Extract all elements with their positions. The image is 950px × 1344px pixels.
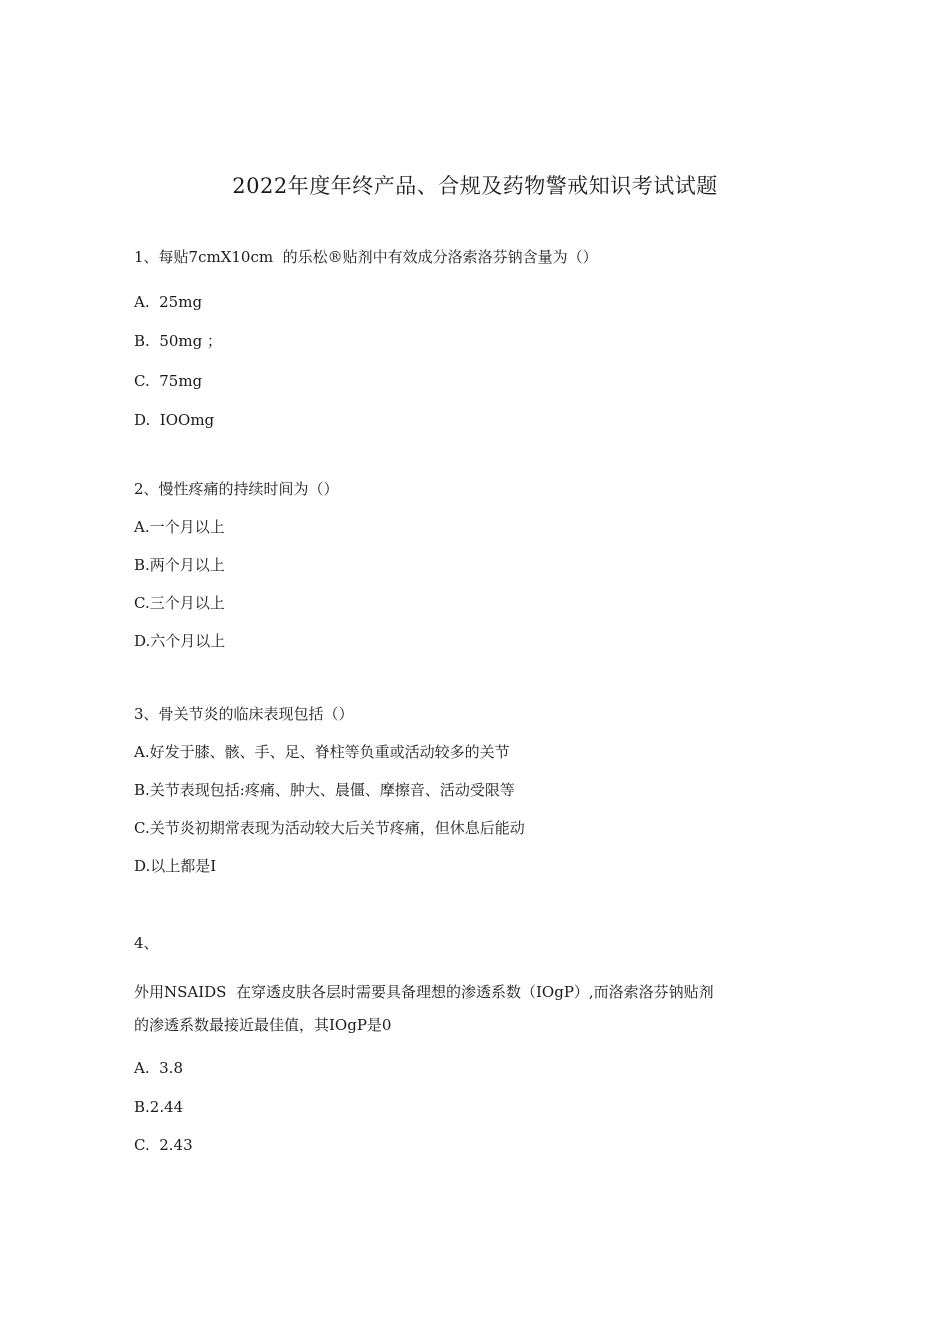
question-3-option-c: C.关节炎初期常表现为活动较大后关节疼痛，但休息后能动 xyxy=(134,819,525,837)
question-2-option-d: D.六个月以上 xyxy=(134,632,226,650)
question-3-stem: 3、骨关节炎的临床表现包括（） xyxy=(134,705,354,723)
question-4-option-b: B.2.44 xyxy=(134,1098,184,1116)
question-4-number: 4、 xyxy=(134,934,159,952)
question-3-option-d: D.以上都是I xyxy=(134,857,217,875)
question-3-option-b: B.关节表现包括:疼痛、肿大、晨僵、摩擦音、活动受限等 xyxy=(134,781,515,799)
question-2-option-a: A.一个月以上 xyxy=(134,518,225,536)
question-4-stem-line-2: 的渗透系数最接近最佳值，其IOgP是0 xyxy=(134,1016,392,1034)
question-1-option-b: B. 50mg ； xyxy=(134,332,223,350)
question-2-stem: 2、慢性疼痛的持续时间为（） xyxy=(134,480,339,498)
question-1-option-d: D. IOOmg xyxy=(134,411,215,429)
question-4-option-c: C. 2.43 xyxy=(134,1136,193,1154)
question-4-stem-line-1: 外用NSAIDS 在穿透皮肤各层时需要具备理想的渗透系数（IOgP）,而洛索洛芬钠贴剂 xyxy=(134,983,714,1001)
question-1-option-a: A. 25mg xyxy=(134,293,203,311)
question-2-option-b: B.两个月以上 xyxy=(134,556,225,574)
question-4-option-a: A. 3.8 xyxy=(134,1059,183,1077)
question-3-option-a: A.好发于膝、骸、手、足、脊柱等负重或活动较多的关节 xyxy=(134,743,510,761)
question-1-option-c: C. 75mg xyxy=(134,372,203,390)
question-1-stem: 1、每贴7cmX10cm 的乐松®贴剂中有效成分洛索洛芬钠含量为（） xyxy=(134,248,598,266)
question-2-option-c: C.三个月以上 xyxy=(134,594,225,612)
document-title: 2022年度年终产品、合规及药物警戒知识考试试题 xyxy=(232,174,718,198)
